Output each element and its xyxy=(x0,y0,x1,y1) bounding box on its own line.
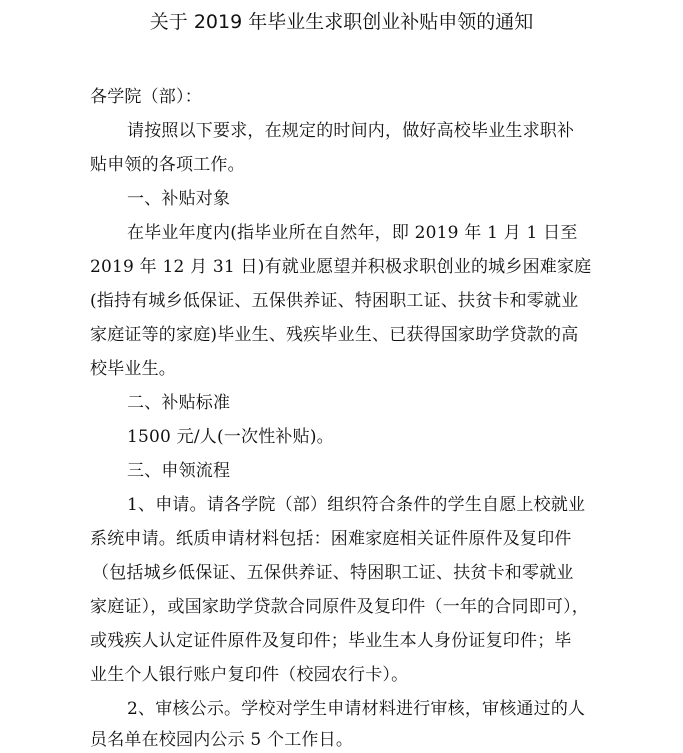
paragraph-line: 员名单在校园内公示 5 个工作日。 xyxy=(90,730,354,750)
section-heading: 三、申领流程 xyxy=(127,461,231,481)
paragraph-line: （包括城乡低保证、五保供养证、特困职工证、扶贫卡和零就业 xyxy=(92,563,574,583)
paragraph-line: 2019 年 12 月 31 日)有就业愿望并积极求职创业的城乡困难家庭 xyxy=(90,257,592,277)
paragraph-line: 或残疾人认定证件原件及复印件；毕业生本人身份证复印件；毕 xyxy=(90,631,572,651)
section-heading: 一、补贴对象 xyxy=(127,189,231,209)
paragraph-line: 贴申领的各项工作。 xyxy=(90,155,245,175)
paragraph-line: 请按照以下要求，在规定的时间内，做好高校毕业生求职补 xyxy=(127,121,575,141)
paragraph-line: 校毕业生。 xyxy=(90,359,176,379)
paragraph-line: 业生个人银行账户复印件（校园农行卡）。 xyxy=(90,665,409,685)
paragraph-line: 1、申请。请各学院（部）组织符合条件的学生自愿上校就业 xyxy=(127,495,586,515)
paragraph-line: 家庭证等的家庭)毕业生、残疾毕业生、已获得国家助学贷款的高 xyxy=(90,325,579,345)
paragraph-line: (指持有城乡低保证、五保供养证、特困职工证、扶贫卡和零就业 xyxy=(90,291,579,311)
salutation: 各学院（部）： xyxy=(90,87,202,107)
paragraph-line: 在毕业年度内(指毕业所在自然年，即 2019 年 1 月 1 日至 xyxy=(127,223,578,243)
section-heading: 二、补贴标准 xyxy=(127,393,231,413)
paragraph-line: 2、审核公示。学校对学生申请材料进行审核，审核通过的人 xyxy=(127,699,586,719)
paragraph-line: 家庭证），或国家助学贷款合同原件及复印件（一年的合同即可）， xyxy=(90,597,589,617)
paragraph-line: 1500 元/人(一次性补贴)。 xyxy=(127,427,334,447)
document-title: 关于 2019 年毕业生求职创业补贴申领的通知 xyxy=(149,11,534,33)
paragraph-line: 系统申请。纸质申请材料包括：困难家庭相关证件原件及复印件 xyxy=(90,529,572,549)
